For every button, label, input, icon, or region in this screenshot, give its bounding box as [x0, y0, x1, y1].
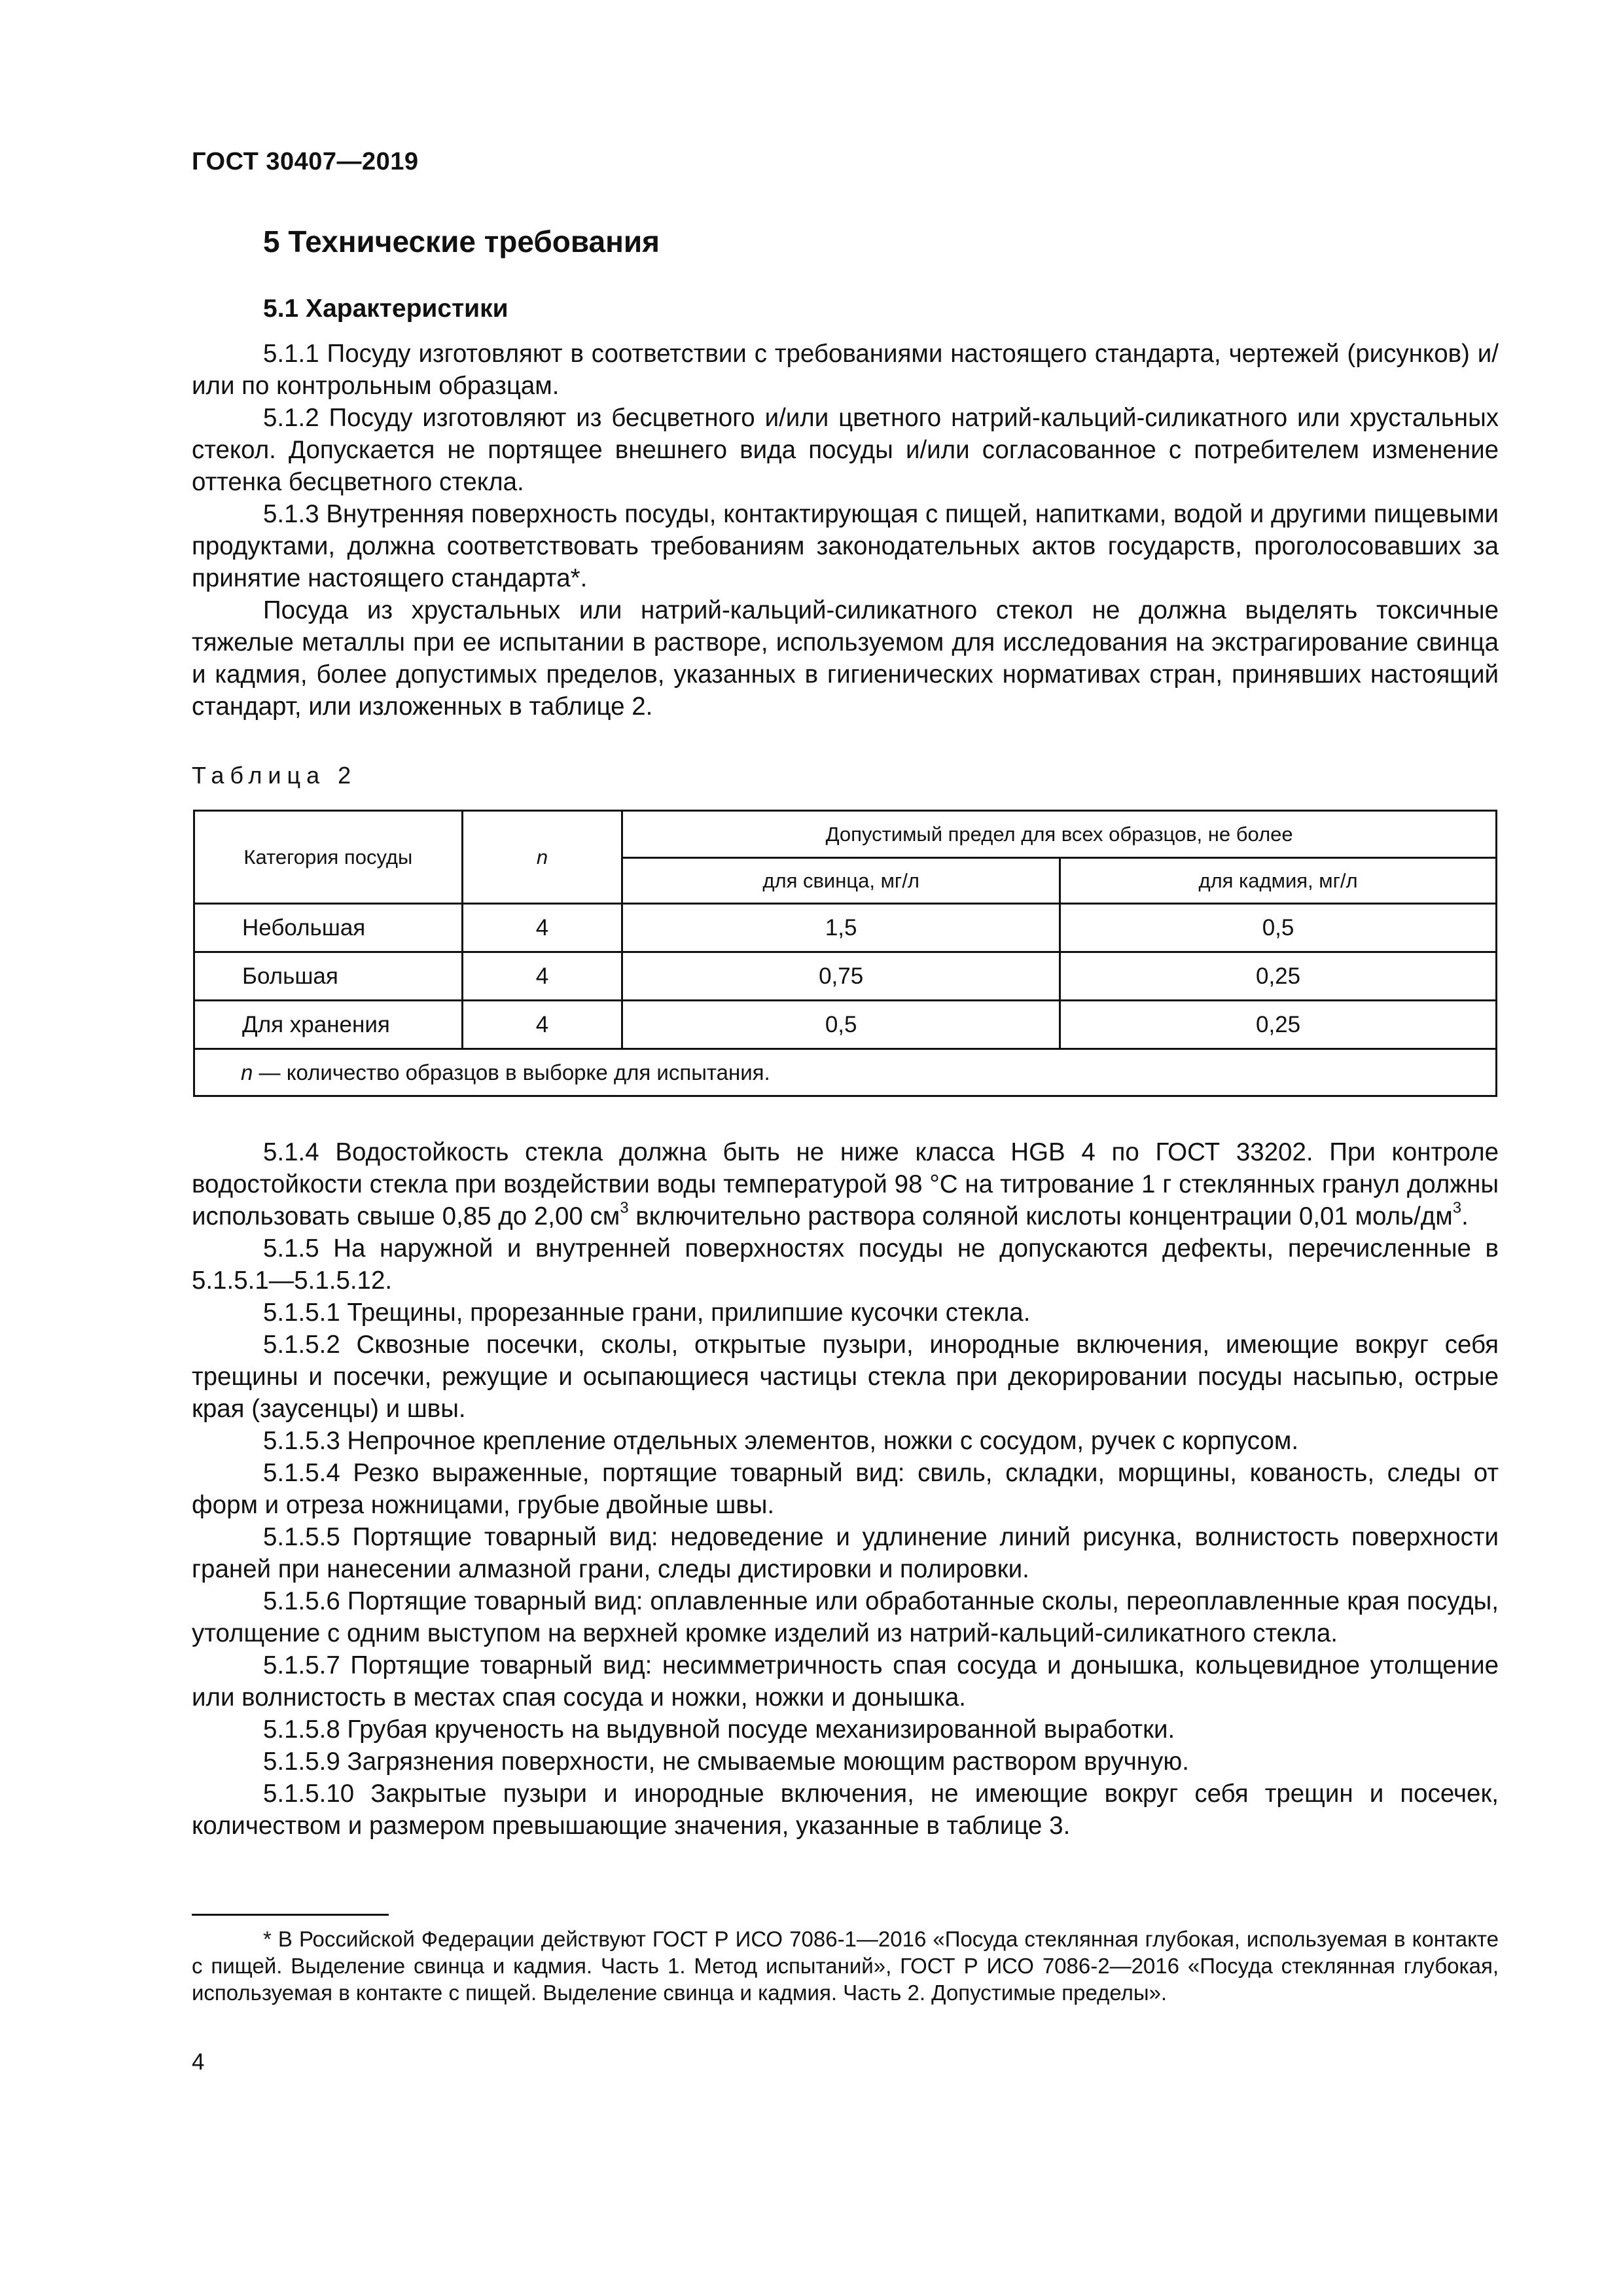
table-row	[194, 904, 1497, 952]
p514-text-1: 5.1.4 Водостойкость стекла должна быть не ниже класса HGB 4 по ГОСТ 33202. При контроле водостойкости стекла при воздействии воды температурой 98 °С на титрование 1 г стеклянных гранул должны использовать свыше 0,85 до 2,00 см	[192, 1138, 1499, 1230]
footnote-text: * В Российской Федерации действуют ГОСТ Р ИСО 7086-1—2016 «Посуда стеклянная глубокая, используемая в контакте с пищей. Выделение свинца и кадмия. Часть 1. Метод испытаний», ГОСТ Р ИСО 7086-2—2016 «Посуда стеклянная глубокая, используемая в контакте с пищей. Выделение свинца и кадмия. Часть 2. Допустимые пределы».	[192, 1927, 1499, 2005]
section-title: 5 Технические требования	[263, 224, 660, 259]
paragraph-5-1-1: 5.1.1 Посуду изготовляют в соответствии с требованиями настоящего стандарта, чертежей (рисунков) и/или по контрольным образцам.	[192, 340, 1499, 400]
cell-category: Большая	[194, 952, 463, 1001]
table-2	[193, 810, 1497, 1097]
paragraph-5-1-4	[192, 1136, 1499, 1232]
cell-lead: 1,5	[622, 904, 1060, 952]
cell-lead: 0,75	[622, 952, 1060, 1001]
header-n: n	[462, 811, 622, 904]
table-note-text: — количество образцов в выборке для испытания.	[253, 1060, 770, 1085]
paragraph-5-1-2: 5.1.2 Посуду изготовляют из бесцветного и/или цветного натрий-кальций-силикатного или хрустальных стекол. Допускается не портящее внешнего вида посуды и/или согласованное с потребителем изменение оттенка бесцветного стекла.	[192, 404, 1499, 496]
p514-sup-2: 3	[1452, 1199, 1462, 1217]
page-number: 4	[192, 2049, 205, 2075]
cell-cadmium: 0,25	[1060, 1001, 1497, 1049]
document-header: ГОСТ 30407—2019	[192, 148, 419, 175]
paragraph-5-1-5-1: 5.1.5.1 Трещины, прорезанные грани, прилипшие кусочки стекла.	[263, 1299, 1031, 1327]
table-row	[194, 1001, 1497, 1049]
paragraph-5-1-5-6: 5.1.5.6 Портящие товарный вид: оплавленные или обработанные сколы, переоплавленные края посуды, утолщение с одним выступом на верхней кромке изделий из натрий-кальций-силикатного стекла.	[192, 1587, 1499, 1647]
cell-n: 4	[462, 904, 622, 952]
p514-text-2: включительно раствора соляной кислоты концентрации 0,01 моль/дм	[628, 1202, 1453, 1230]
footnote-divider	[192, 1914, 389, 1916]
cell-cadmium: 0,25	[1060, 952, 1497, 1001]
paragraph-5-1-5-2: 5.1.5.2 Сквозные посечки, сколы, открытые пузыри, инородные включения, имеющие вокруг себя трещины и посечки, режущие и осыпающиеся частицы стекла при декорировании посуды насыпью, острые края (заусенцы) и швы.	[192, 1331, 1499, 1423]
subsection-title: 5.1 Характеристики	[263, 295, 508, 323]
paragraph-5-1-5-5: 5.1.5.5 Портящие товарный вид: недоведение и удлинение линий рисунка, волнистость поверхности граней при нанесении алмазной грани, следы дистировки и полировки.	[192, 1523, 1499, 1583]
body-text-block-a	[192, 338, 1499, 723]
paragraph-5-1-5-10: 5.1.5.10 Закрытые пузыри и инородные включения, не имеющие вокруг себя трещин и посечек, количеством и размером превышающие значения, указанные в таблице 3.	[192, 1780, 1499, 1840]
p514-text-3: .	[1461, 1202, 1469, 1230]
paragraph-5-1-5-4: 5.1.5.4 Резко выраженные, портящие товарный вид: свиль, складки, морщины, кованость, следы от форм и отреза ножницами, грубые двойные швы.	[192, 1459, 1499, 1519]
cell-category: Для хранения	[194, 1001, 463, 1049]
paragraph-5-1-3: 5.1.3 Внутренняя поверхность посуды, контактирующая с пищей, напитками, водой и другими пищевыми продуктами, должна соответствовать требованиям законодательных актов государств, проголосовавших за принятие настоящего стандарта*.	[192, 500, 1499, 592]
cell-cadmium: 0,5	[1060, 904, 1497, 952]
p514-sup-1: 3	[620, 1199, 629, 1217]
cell-lead: 0,5	[622, 1001, 1060, 1049]
table-note-symbol: n	[241, 1060, 253, 1085]
cell-n: 4	[462, 1001, 622, 1049]
paragraph-toxic-metals: Посуда из хрустальных или натрий-кальций-силикатного стекол не должна выделять токсичные тяжелые металлы при ее испытании в растворе, используемом для исследования на экстрагирование свинца и кадмия, более допустимых пределов, указанных в гигиенических нормативах стран, принявших настоящий стандарт, или изложенных в таблице 2.	[192, 596, 1499, 721]
cell-n: 4	[462, 952, 622, 1001]
paragraph-5-1-5-8: 5.1.5.8 Грубая крученость на выдувной посуде механизированной выработки.	[263, 1715, 1175, 1744]
paragraph-5-1-5: 5.1.5 На наружной и внутренней поверхностях посуды не допускаются дефекты, перечисленные в 5.1.5.1—5.1.5.12.	[192, 1234, 1499, 1295]
header-limit-group: Допустимый предел для всех образцов, не более	[622, 811, 1497, 858]
table-caption: Таблица 2	[192, 762, 357, 789]
body-text-block-b	[192, 1136, 1499, 1842]
header-category: Категория посуды	[194, 811, 463, 904]
table-note	[194, 1049, 1497, 1096]
paragraph-5-1-5-9: 5.1.5.9 Загрязнения поверхности, не смываемые моющим раствором вручную.	[263, 1748, 1189, 1776]
header-lead: для свинца, мг/л	[622, 858, 1060, 904]
paragraph-5-1-5-3: 5.1.5.3 Непрочное крепление отдельных элементов, ножки с сосудом, ручек с корпусом.	[263, 1427, 1299, 1455]
table-row	[194, 952, 1497, 1001]
cell-category: Небольшая	[194, 904, 463, 952]
paragraph-5-1-5-7: 5.1.5.7 Портящие товарный вид: несимметричность спая сосуда и донышка, кольцевидное утолщение или волнистость в местах спая сосуда и ножки, ножки и донышка.	[192, 1651, 1499, 1712]
footnote	[192, 1926, 1499, 2006]
header-cadmium: для кадмия, мг/л	[1060, 858, 1497, 904]
